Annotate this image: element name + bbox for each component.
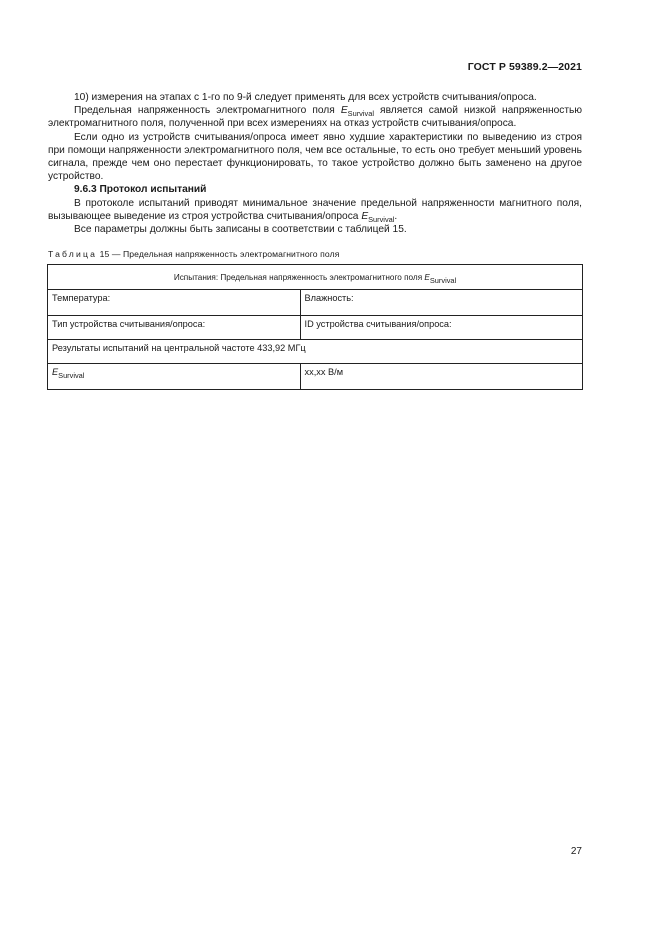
e-survival-symbol: $E_{Survival}$ (340, 105, 374, 119)
e-survival-symbol: $E_{Survival}$ (52, 367, 85, 380)
paragraph-device-replacement: Если одно из устройств считывания/опроса имеет явно худшие характеристики по выведению из строя при помощи напряженности электромагнитного поля, чем все остальные, то есть оно требует меньший уровень сигнала, прежде чем оно перестает функционировать, то такое устройство должно быть заменено на другое устройство. (48, 131, 582, 183)
paragraph-text: Предельная напряженность электромагнитного поля (74, 105, 341, 117)
paragraph-protocol (48, 197, 582, 223)
table-caption (48, 249, 339, 259)
e-survival-value: xx,xx В/м (300, 364, 582, 390)
table-row (48, 265, 583, 290)
table-title-cell: Испытания: Предельная напряженность электромагнитного поля ESurvival (48, 265, 583, 290)
e-survival-cell (48, 364, 301, 390)
section-heading-test-protocol: 9.6.3 Протокол испытаний (74, 184, 207, 196)
document-header: ГОСТ Р 59389.2—2021 (467, 61, 582, 73)
temperature-label: Температура: (48, 290, 301, 316)
paragraph-survival-definition (48, 104, 582, 130)
paragraph-text: . (394, 210, 398, 222)
table-caption-word: Таблица (48, 249, 98, 259)
paragraph-text: является самой низкой напряженностью электромагнитного поля, полученной при всех измерениях на отказ устройств считывания/опроса. (48, 105, 582, 130)
page-number: 27 (570, 846, 582, 857)
paragraph-item-10: 10) измерения на этапах с 1-го по 9-й следует применять для всех устройств считывания/опроса. (74, 92, 537, 103)
device-type-label: Тип устройства считывания/опроса: (48, 316, 301, 340)
e-survival-symbol: $E_{Survival}$ (361, 210, 395, 224)
table-row (48, 340, 583, 364)
e-survival-symbol: ESurvival (424, 272, 457, 285)
document-body (48, 91, 582, 236)
humidity-label: Влажность: (300, 290, 582, 316)
table-row (48, 364, 583, 390)
table-caption-text: 15 — Предельная напряженность электромагнитного поля (97, 249, 340, 259)
paragraph-parameters: Все параметры должны быть записаны в соответствии с таблицей 15. (74, 224, 407, 236)
test-protocol-table (47, 264, 583, 390)
table-row (48, 290, 583, 316)
results-label: Результаты испытаний на центральной частоте 433,92 МГц (48, 340, 583, 364)
paragraph-text: В протоколе испытаний приводят минимальное значение предельной напряженности магнитного поля, вызывающее выведение из строя устройства считывания/опроса (48, 197, 582, 222)
table-row (48, 316, 583, 340)
device-id-label: ID устройства считывания/опроса: (300, 316, 582, 340)
